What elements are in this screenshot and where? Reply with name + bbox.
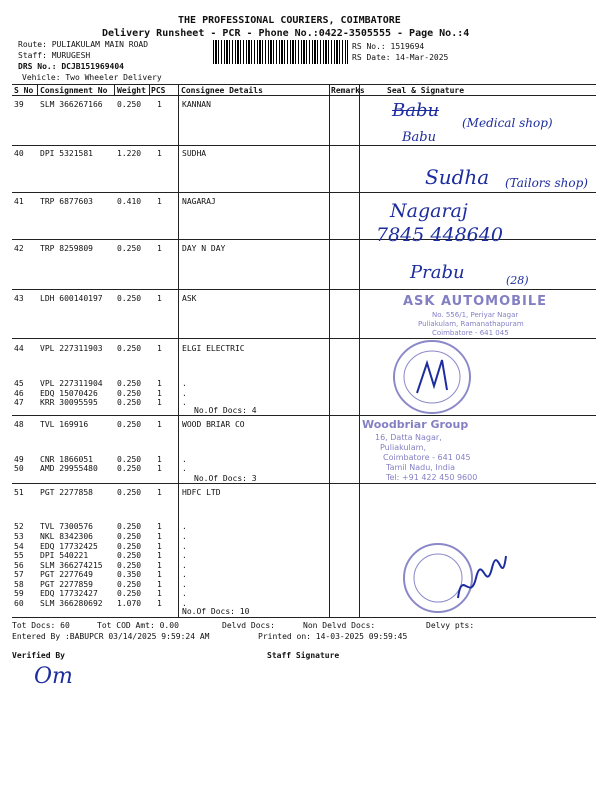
row-sno: 43 [14, 294, 24, 303]
row-pcs: 1 [157, 455, 162, 464]
row-weight: 0.250 [117, 389, 142, 398]
row-weight: 0.250 [117, 398, 142, 407]
verified-by-label: Verified By [12, 651, 65, 660]
row-sno: 52 [14, 522, 24, 531]
row-sno: 46 [14, 389, 24, 398]
row-consignment: VPL 227311903 [40, 344, 103, 353]
group-docs-count: No.Of Docs: 3 [194, 474, 257, 483]
stamp-woodbriar-title: Woodbriar Group [362, 418, 469, 431]
signature-row-42: Prabu [410, 262, 465, 283]
row-consignment: EDQ 15070426 [40, 389, 98, 398]
row-weight: 0.250 [117, 244, 142, 253]
col-consignee: Consignee Details [181, 86, 263, 95]
row-weight: 0.250 [117, 464, 142, 473]
stamp-woodbriar-line4: Tamil Nadu, India [386, 463, 455, 472]
row-consignment: AMD 29955480 [40, 464, 98, 473]
signature-note-40: (Tailors shop) [505, 176, 588, 190]
row-weight: 0.410 [117, 197, 142, 206]
row-consignee: SUDHA [182, 149, 207, 158]
barcode [213, 40, 348, 64]
non-delivered-docs: Non Delvd Docs: [303, 621, 376, 630]
row-consignment: TRP 6877603 [40, 197, 93, 206]
row-consignment: EDQ 17732425 [40, 542, 98, 551]
row-pcs: 1 [157, 580, 162, 589]
row-sno: 50 [14, 464, 24, 473]
row-consignee: . [182, 455, 187, 464]
stamp-ask-title: ASK AUTOMOBILE [403, 294, 548, 309]
row-sno: 42 [14, 244, 24, 253]
row-pcs: 1 [157, 464, 162, 473]
row-sno: 51 [14, 488, 24, 497]
row-weight: 0.250 [117, 532, 142, 541]
stamp-woodbriar-line5: Tel: +91 422 450 9600 [386, 473, 478, 482]
stamp-ask-line1: No. 556/1, Periyar Nagar [432, 311, 519, 319]
delivered-docs: Delvd Docs: [222, 621, 275, 630]
row-pcs: 1 [157, 398, 162, 407]
row-consignee: ASK [182, 294, 197, 303]
row-consignment: SLM 366280692 [40, 599, 103, 608]
route-label: Route: PULIAKULAM MAIN ROAD [18, 40, 149, 49]
row-weight: 0.250 [117, 420, 142, 429]
row-pcs: 1 [157, 294, 162, 303]
row-consignment: KRR 30095595 [40, 398, 98, 407]
total-cod-amount: Tot COD Amt: 0.00 [97, 621, 179, 630]
row-sno: 59 [14, 589, 24, 598]
row-weight: 1.220 [117, 149, 142, 158]
row-pcs: 1 [157, 551, 162, 560]
vehicle-label: Vehicle: Two Wheeler Delivery [22, 73, 162, 82]
staff-label: Staff: MURUGESH [18, 51, 91, 60]
row-sno: 39 [14, 100, 24, 109]
row-sno: 40 [14, 149, 24, 158]
row-consignee: . [182, 570, 187, 579]
row-sno: 45 [14, 379, 24, 388]
row-consignment: SLM 366274215 [40, 561, 103, 570]
row-sno: 53 [14, 532, 24, 541]
verifier-signature: Om [34, 664, 73, 689]
signature-row-39-name: Babu [402, 130, 436, 145]
row-weight: 0.250 [117, 455, 142, 464]
stamp-ask-line2: Puliakulam, Ramanathapuram [418, 320, 524, 328]
row-sno: 54 [14, 542, 24, 551]
row-consignment: DPI 5321581 [40, 149, 93, 158]
row-weight: 0.250 [117, 488, 142, 497]
row-pcs: 1 [157, 599, 162, 608]
entered-by: Entered By :BABUPCR 03/14/2025 9:59:24 AM [12, 632, 210, 641]
row-consignment: DPI 540221 [40, 551, 89, 560]
row-weight: 0.250 [117, 580, 142, 589]
row-pcs: 1 [157, 420, 162, 429]
row-consignee: . [182, 589, 187, 598]
signature-row-41: Nagaraj [390, 200, 468, 222]
row-pcs: 1 [157, 542, 162, 551]
signature-note-39: (Medical shop) [462, 116, 553, 130]
row-consignment: TVL 7300576 [40, 522, 93, 531]
row-sno: 47 [14, 398, 24, 407]
row-consignee: . [182, 599, 187, 608]
signature-row-51 [450, 548, 510, 608]
row-weight: 0.250 [117, 522, 142, 531]
row-pcs: 1 [157, 532, 162, 541]
row-consignee: . [182, 379, 187, 388]
col-seal-signature: Seal & Signature [387, 86, 465, 95]
row-weight: 0.250 [117, 344, 142, 353]
row-consignment: VPL 227311904 [40, 379, 103, 388]
group-docs-count: No.Of Docs: 4 [194, 406, 257, 415]
signature-row-40: Sudha [425, 165, 490, 189]
row-consignment: TRP 8259809 [40, 244, 93, 253]
row-consignee: DAY N DAY [182, 244, 226, 253]
round-company-seal [387, 338, 477, 416]
row-sno: 41 [14, 197, 24, 206]
runsheet-title: Delivery Runsheet - PCR - Phone No.:0422-3505555 - Page No.:4 [102, 28, 470, 39]
stamp-woodbriar-line2: Puliakulam, [380, 443, 427, 452]
row-consignee: WOOD BRIAR CO [182, 420, 245, 429]
rs-date: RS Date: 14-Mar-2025 [352, 53, 449, 62]
row-consignment: TVL 169916 [40, 420, 89, 429]
row-consignment: CNR 1866051 [40, 455, 93, 464]
signature-row-41-phone: 7845 448640 [376, 224, 503, 246]
row-pcs: 1 [157, 589, 162, 598]
row-sno: 44 [14, 344, 24, 353]
row-consignment: PGT 2277859 [40, 580, 93, 589]
row-pcs: 1 [157, 570, 162, 579]
row-weight: 0.350 [117, 570, 142, 579]
row-sno: 48 [14, 420, 24, 429]
row-consignee: . [182, 398, 187, 407]
row-pcs: 1 [157, 149, 162, 158]
row-consignment: NKL 8342306 [40, 532, 93, 541]
signature-row-43-number: (28) [506, 274, 529, 287]
row-consignee: . [182, 522, 187, 531]
row-consignee: . [182, 542, 187, 551]
row-pcs: 1 [157, 197, 162, 206]
row-weight: 1.070 [117, 599, 142, 608]
col-sno: S No [14, 86, 34, 95]
col-consignment: Consignment No [40, 86, 108, 95]
row-pcs: 1 [157, 561, 162, 570]
group-docs-count: No.Of Docs: 10 [182, 607, 250, 616]
row-consignee: HDFC LTD [182, 488, 221, 497]
row-pcs: 1 [157, 379, 162, 388]
row-pcs: 1 [157, 522, 162, 531]
row-consignee: NAGARAJ [182, 197, 216, 206]
stamp-woodbriar-line1: 16, Datta Nagar, [375, 433, 442, 442]
drs-number: DRS No.: DCJB151969404 [18, 62, 124, 71]
row-consignment: LDH 600140197 [40, 294, 103, 303]
row-sno: 55 [14, 551, 24, 560]
col-pcs: PCS [151, 86, 166, 95]
row-pcs: 1 [157, 244, 162, 253]
row-consignment: PGT 2277649 [40, 570, 93, 579]
printed-on: Printed on: 14-03-2025 09:59:45 [258, 632, 408, 641]
row-weight: 0.250 [117, 100, 142, 109]
rs-number: RS No.: 1519694 [352, 42, 425, 51]
row-consignee: . [182, 551, 187, 560]
row-consignee: . [182, 464, 187, 473]
row-sno: 57 [14, 570, 24, 579]
stamp-ask-line3: Coimbatore - 641 045 [432, 329, 509, 337]
row-sno: 56 [14, 561, 24, 570]
row-weight: 0.250 [117, 551, 142, 560]
row-consignment: PGT 2277858 [40, 488, 93, 497]
row-consignee: ELGI ELECTRIC [182, 344, 245, 353]
row-sno: 60 [14, 599, 24, 608]
delivery-points: Delvy pts: [426, 621, 475, 630]
row-consignee: . [182, 561, 187, 570]
col-weight: Weight [117, 86, 146, 95]
total-docs: Tot Docs: 60 [12, 621, 70, 630]
row-weight: 0.250 [117, 589, 142, 598]
signature-row-39: Babu [392, 100, 440, 121]
company-title: THE PROFESSIONAL COURIERS, COIMBATORE [178, 15, 401, 26]
row-consignment: SLM 366267166 [40, 100, 103, 109]
row-consignee: KANNAN [182, 100, 211, 109]
row-pcs: 1 [157, 389, 162, 398]
row-sno: 58 [14, 580, 24, 589]
row-pcs: 1 [157, 100, 162, 109]
row-consignment: EDQ 17732427 [40, 589, 98, 598]
row-consignee: . [182, 389, 187, 398]
row-weight: 0.250 [117, 542, 142, 551]
row-pcs: 1 [157, 488, 162, 497]
row-weight: 0.250 [117, 379, 142, 388]
row-consignee: . [182, 580, 187, 589]
row-weight: 0.250 [117, 294, 142, 303]
staff-signature-label: Staff Signature [267, 651, 340, 660]
row-weight: 0.250 [117, 561, 142, 570]
col-remarks: Remarks [331, 86, 365, 95]
stamp-woodbriar-line3: Coimbatore - 641 045 [383, 453, 471, 462]
row-consignee: . [182, 532, 187, 541]
row-pcs: 1 [157, 344, 162, 353]
row-sno: 49 [14, 455, 24, 464]
